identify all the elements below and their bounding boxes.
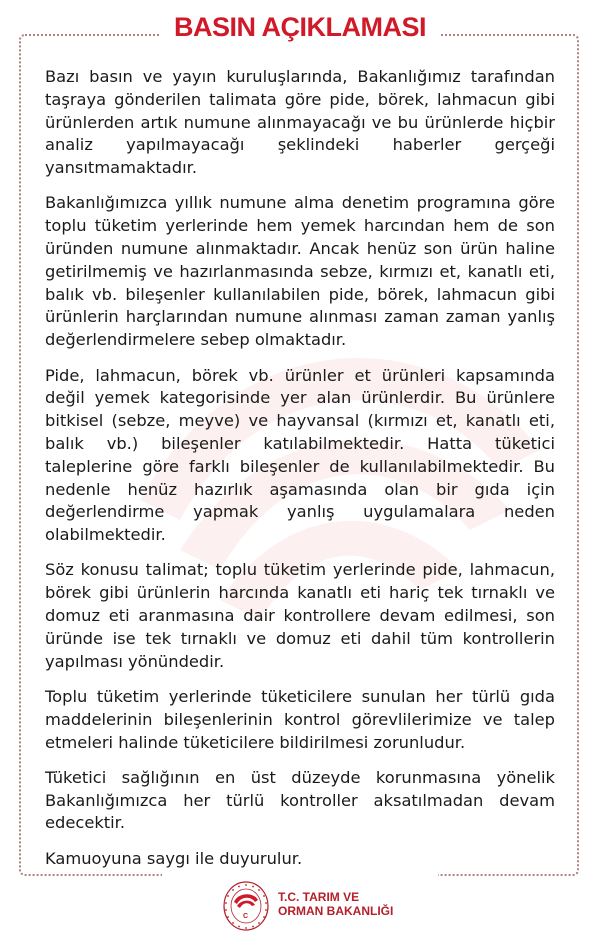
paragraph: Söz konusu talimat; toplu tüketim yerlerinde pide, lahmacun, börek gibi ürünlerin harcında kanatlı eti hariç tek tırnaklı ve domuz eti aranmasına dair kontrollere devam edilmesi, son üründe ise tek tırnaklı ve domuz eti dahil tüm kontrollerin yapılması yönündedir.	[45, 560, 555, 671]
page-title: BASIN AÇIKLAMASI	[174, 12, 426, 42]
press-release-body	[45, 66, 555, 883]
seal-crescent-glyph: C	[243, 913, 249, 920]
ministry-name	[278, 890, 393, 918]
closing-line: Kamuoyuna saygı ile duyurulur.	[45, 848, 303, 868]
paragraph: Bakanlığımızca yıllık numune alma denetim programına göre toplu tüketim yerlerinde hem yemek harcından hem de son üründen numune alınmaktadır. Ancak henüz son ürün haline getirilmemiş ve hazırlanmasında sebze, kırmızı et, kanatlı eti, balık vb. bileşenler kullanılabilen pide, börek, lahmacun gibi ürünlerin harçlarından numune alınması zaman zaman yanlış değerlendirmelere sebep olmaktadır.	[45, 193, 555, 350]
ministry-seal-icon	[222, 880, 270, 932]
ministry-logo	[222, 880, 394, 930]
paragraph: Tüketici sağlığının en üst düzeyde korunmasına yönelik Bakanlığımızca her türlü kontroller aksatılmadan devam edecektir.	[45, 767, 555, 833]
paragraph: Toplu tüketim yerlerinde tüketicilere sunulan her türlü gıda maddelerinin bileşenlerinin kontrol görevlilerimize ve talep etmeleri halinde tüketicilere bildirilmesi zorunludur.	[45, 686, 555, 752]
ministry-name-line2: ORMAN BAKANLIĞI	[278, 904, 394, 918]
ministry-name-line1: T.C. TARIM VE	[278, 890, 360, 904]
paragraph: Bazı basın ve yayın kuruluşlarında, Bakanlığımız tarafından taşraya gönderilen talimata göre pide, börek, lahmacun gibi ürünlerden artık numune alınmayacağı ve bu ürünlerde hiçbir analiz yapılmayacağı şeklindeki haberler gerçeği yansıtmamaktadır.	[45, 67, 555, 178]
paragraph: Pide, lahmacun, börek vb. ürünler et ürünleri kapsamında değil yemek kategorisinde yer alan ürünlerdir. Bu ürünlere bitkisel (sebze, meyve) ve hayvansal (kırmızı et, kanatlı eti, balık vb.) bileşenler katılabilmektedir. Hatta tüketici taleplerine göre farklı bileşenler de kullanılabilmektedir. Bu nedenle henüz hazırlık aşamasında olan bir gıda için değerlendirme yapmak yanlış uygulamalara neden olabilmektedir.	[45, 365, 555, 545]
